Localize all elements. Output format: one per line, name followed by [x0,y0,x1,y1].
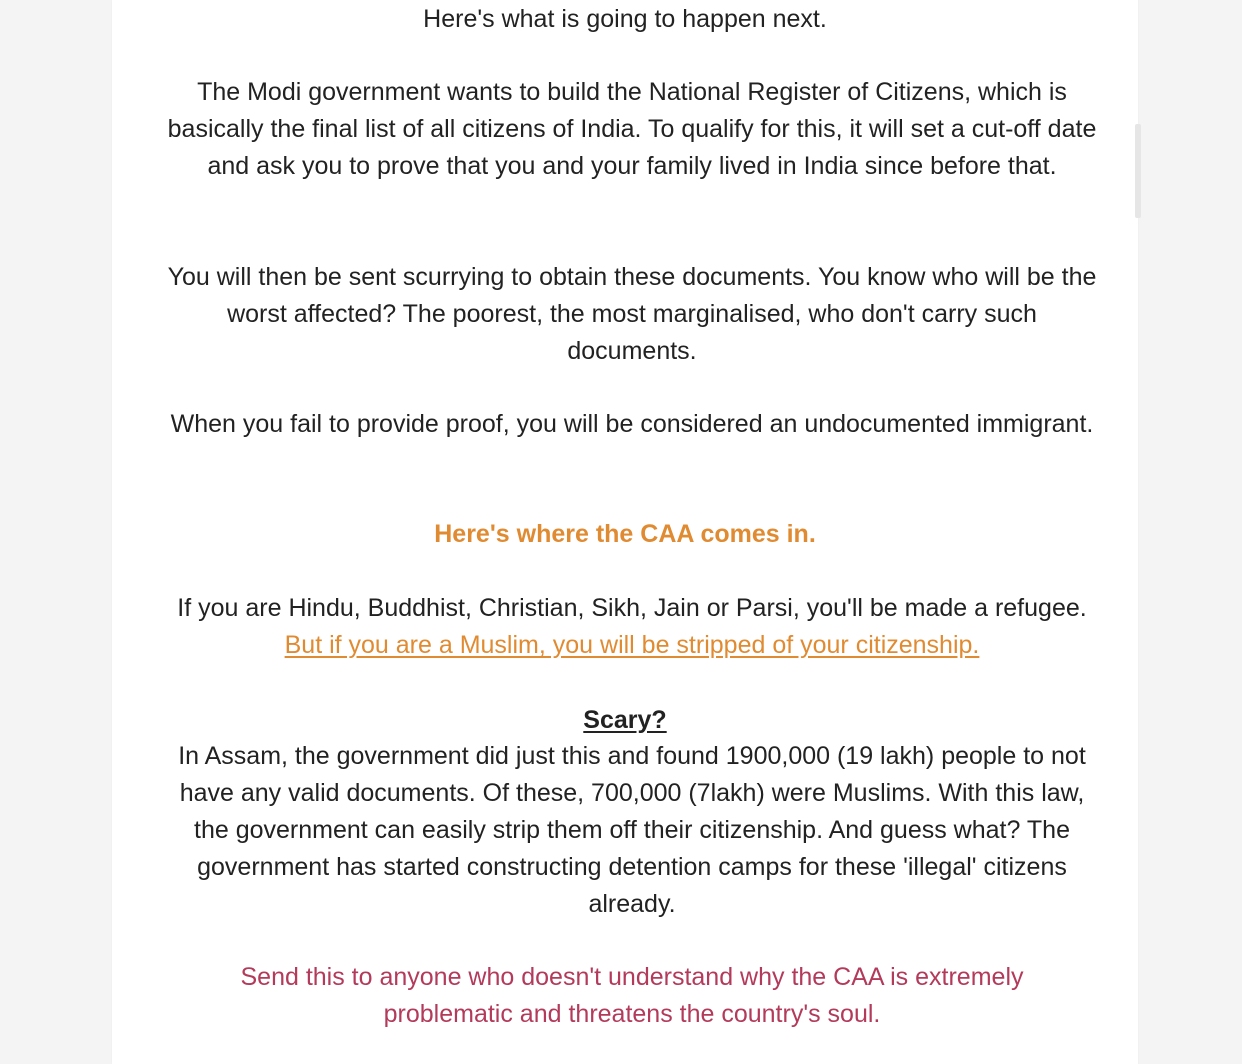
assam-paragraph: In Assam, the government did just this and found 1900,000 (19 lakh) people to not have any valid documents. Of these, 700,000 (7lakh) were Muslims. With this law, the government can easily strip them off their citizenship. And guess what? The government has started constructing detention camps for these 'illegal' citizens already. [178,742,1086,918]
muslim-citizenship-highlight: But if you are a Muslim, you will be stripped of your citizenship. [284,631,980,659]
refugee-plain-text: If you are Hindu, Buddhist, Christian, Sikh, Jain or Parsi, you'll be made a refugee. [177,594,1087,622]
document-page [112,0,1138,1064]
intro-line: Here's what is going to happen next. [423,5,827,33]
nrc-paragraph: The Modi government wants to build the National Register of Citizens, which is basically the final list of all citizens of India. To qualify for this, it will set a cut-off date and ask you to prove that you and your family lived in India since before that. [167,78,1097,180]
refugee-paragraph [167,590,1097,664]
scary-heading: Scary? [583,706,667,734]
scrollbar-thumb[interactable] [1135,124,1141,218]
undocumented-paragraph: When you fail to provide proof, you will be considered an undocumented immigrant. [170,410,1094,438]
closing-call-to-action: Send this to anyone who doesn't understand why the CAA is extremely problematic and threatens the country's soul. [240,963,1024,1028]
caa-heading: Here's where the CAA comes in. [434,520,816,548]
documents-paragraph: You will then be sent scurrying to obtain these documents. You know who will be the worst affected? The poorest, the most marginalised, who don't carry such documents. [167,263,1097,365]
